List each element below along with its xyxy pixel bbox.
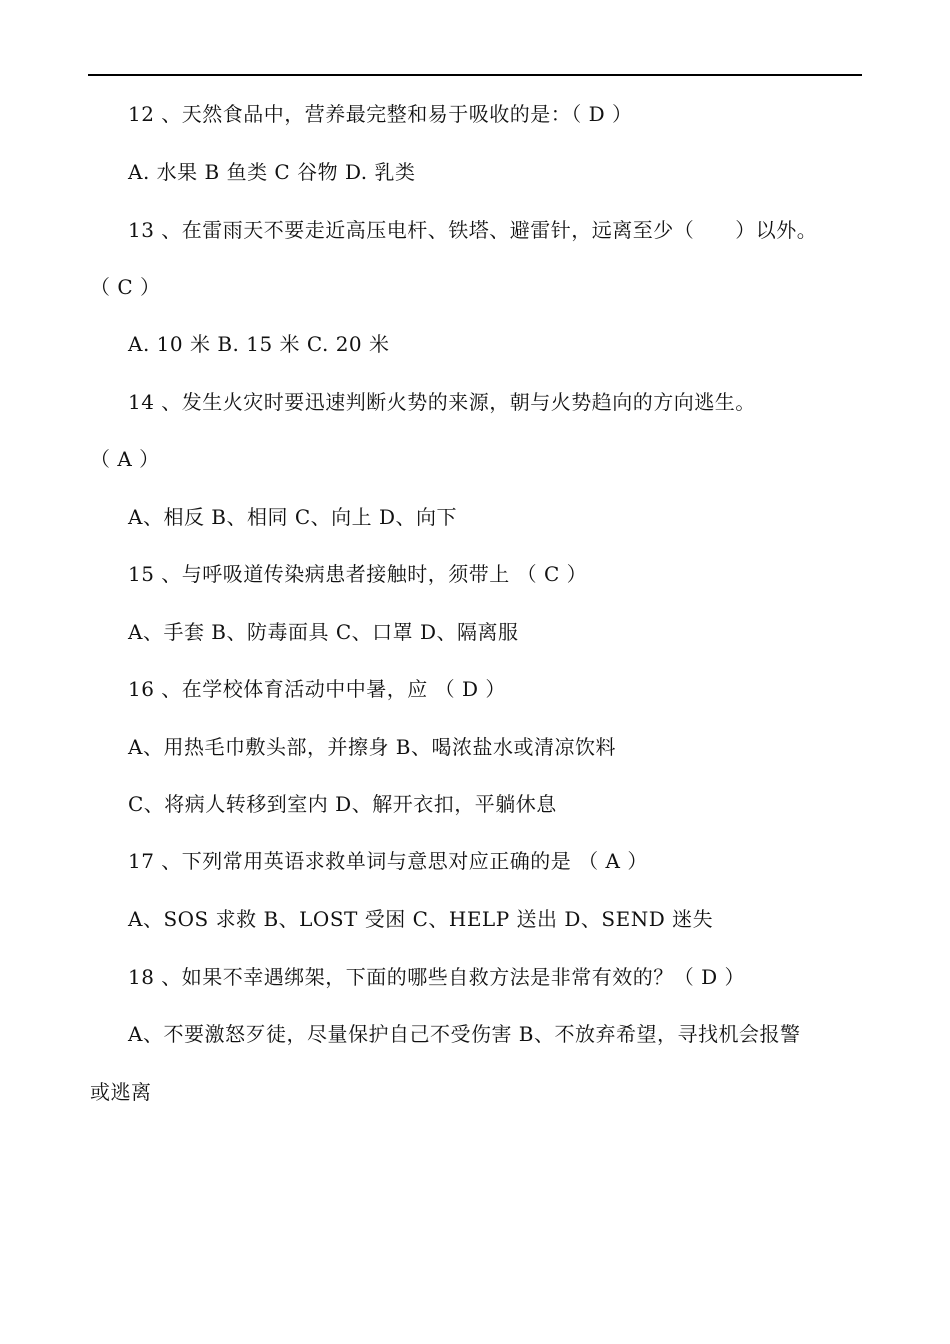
question-17: 17 、下列常用英语求救单词与意思对应正确的是 （ A ）	[128, 849, 648, 873]
question-14: 14 、发生火灾时要迅速判断火势的来源，朝与火势趋向的方向逃生。	[128, 390, 756, 414]
question-14-options: A、相反 B、相同 C、向上 D、向下	[128, 505, 458, 529]
question-18-options: A、不要激怒歹徒，尽量保护自己不受伤害 B、不放弃希望，寻找机会报警	[128, 1022, 801, 1046]
question-14-answer: （ A ）	[90, 447, 160, 471]
question-13-options: A. 10 米 B. 15 米 C. 20 米	[128, 332, 390, 356]
question-15-options: A、手套 B、防毒面具 C、口罩 D、隔离服	[128, 620, 519, 644]
question-16-options-ab: A、用热毛巾敷头部，并擦身 B、喝浓盐水或清凉饮料	[128, 735, 616, 759]
header-rule	[88, 74, 862, 76]
question-13-answer: （ C ）	[90, 275, 161, 299]
question-13: 13 、在雷雨天不要走近高压电杆、铁塔、避雷针，远离至少（ ）以外。	[128, 218, 818, 242]
question-12: 12 、天然食品中，营养最完整和易于吸收的是：（ D ）	[128, 102, 633, 126]
question-17-options: A、SOS 求救 B、LOST 受困 C、HELP 送出 D、SEND 迷失	[128, 907, 714, 931]
question-16: 16 、在学校体育活动中中暑，应 （ D ）	[128, 677, 506, 701]
question-18-options-continued: 或逃离	[90, 1080, 152, 1104]
question-18: 18 、如果不幸遇绑架，下面的哪些自救方法是非常有效的？（ D ）	[128, 965, 746, 989]
question-16-options-cd: C、将病人转移到室内 D、解开衣扣，平躺休息	[128, 792, 557, 816]
question-15: 15 、与呼吸道传染病患者接触时，须带上 （ C ）	[128, 562, 588, 586]
question-12-options: A. 水果 B 鱼类 C 谷物 D. 乳类	[128, 160, 416, 184]
